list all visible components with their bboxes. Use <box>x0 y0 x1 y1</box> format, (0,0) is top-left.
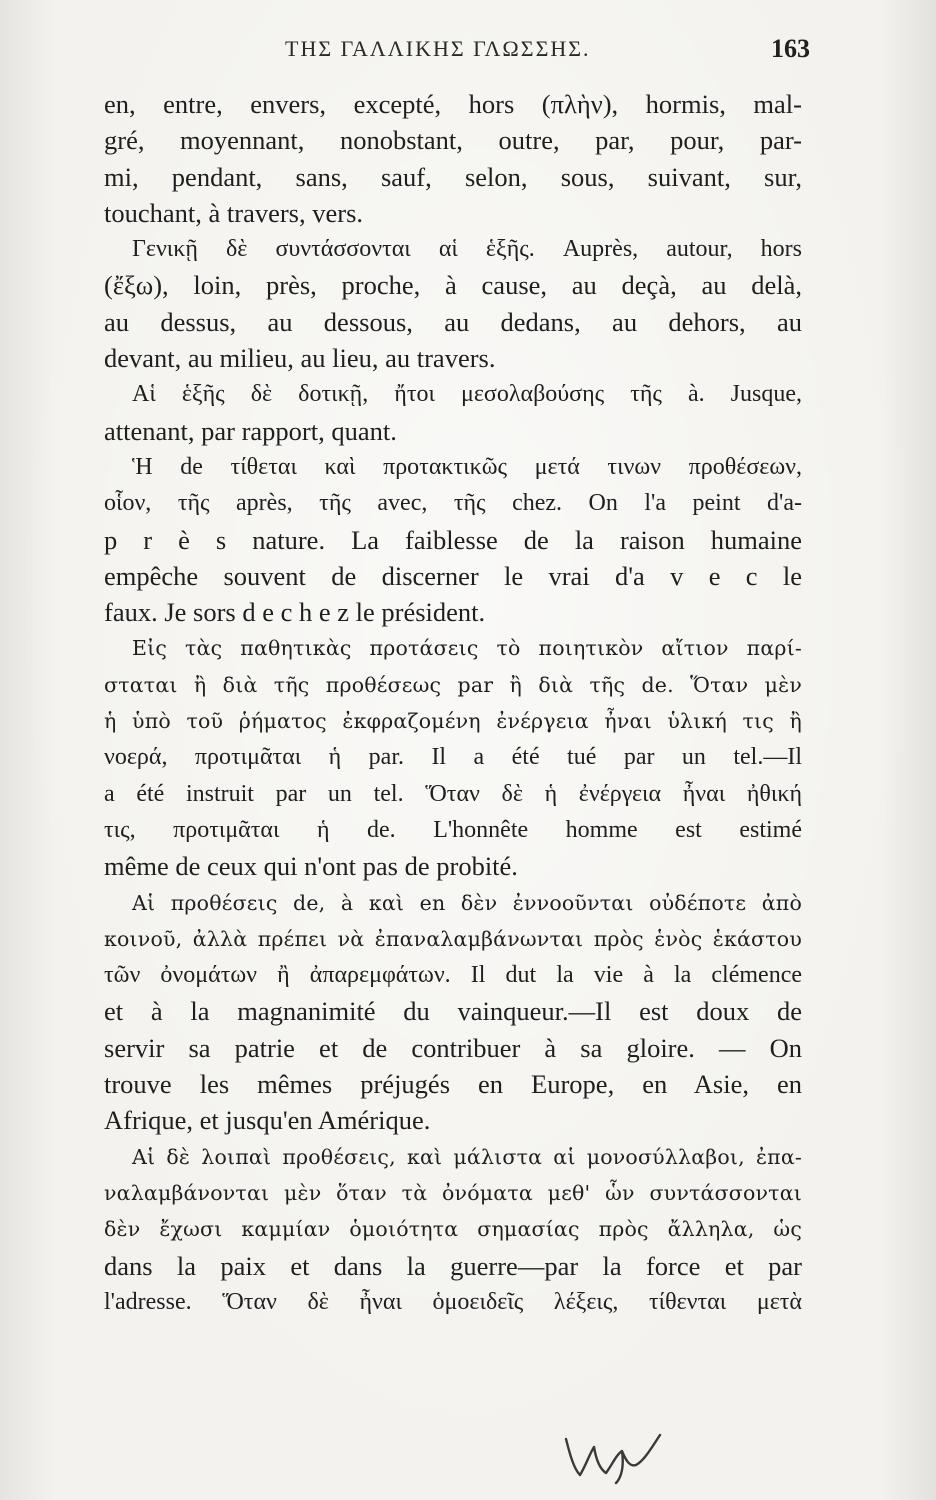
text-line: empêche souvent de discerner le vrai d'a v e c le <box>104 560 802 591</box>
text-line: νοερά, προτιμᾶται ἡ par. Il a été tué par un tel.—Il <box>104 744 802 771</box>
text-line: p r è s nature. La faiblesse de la raison humaine <box>104 524 802 555</box>
text-line: Ἡ de τίθεται καὶ προτακτικῶς μετά τινων προθέσεων, <box>132 453 802 480</box>
text-line: Αἱ προθέσεις de, à καὶ en δὲν ἐννοοῦνται οὐδέποτε ἀπὸ <box>132 890 802 915</box>
text-line: trouve les mêmes préjugés en Europe, en Asie, en <box>104 1069 802 1100</box>
text-line: touchant, à travers, vers. <box>104 197 364 228</box>
handwritten-mark <box>560 1425 680 1485</box>
text-line: en, entre, envers, excepté, hors (πλὴν), hormis, mal- <box>104 89 802 119</box>
text-line: (ἔξω), loin, près, proche, à cause, au deçà, au delà, <box>104 270 802 301</box>
page-header <box>100 34 810 74</box>
text-line: οἷον, τῆς après, τῆς avec, τῆς chez. On l'a peint d'a- <box>104 490 802 517</box>
running-head: ΤΗΣ ΓΑΛΛΙΚΗΣ ΓΛΩΣΣΗΣ. <box>285 36 591 61</box>
text-line: ἡ ὑπὸ τοῦ ῥήματος ἐκφραζομένη ἐνέργεια ἦναι ὑλική τις ἢ <box>104 709 802 734</box>
text-line: dans la paix et dans la guerre—par la force et par <box>104 1250 802 1281</box>
text-line: faux. Je sors d e c h e z le président. <box>104 597 486 628</box>
text-line: l'adresse. Ὅταν δὲ ἦναι ὁμοειδεῖς λέξεις, τίθενται μετὰ <box>104 1288 802 1315</box>
text-line: τῶν ὀνομάτων ἢ ἀπαρεμφάτων. Il dut la vie à la clémence <box>104 962 802 989</box>
text-line: même de ceux qui n'ont pas de probité. <box>104 851 518 882</box>
text-line: Αἱ δὲ λοιπαὶ προθέσεις, καὶ μάλιστα αἱ μονοσύλλαβοι, ἐπα- <box>132 1144 802 1169</box>
text-line: a été instruit par un tel. Ὅταν δὲ ἡ ἐνέργεια ἦναι ἠθική <box>104 780 802 807</box>
text-line: au dessus, au dessous, au dedans, au dehors, au <box>104 306 802 337</box>
text-line: Afrique, et jusqu'en Amérique. <box>104 1105 431 1136</box>
text-line: ναλαμβάνονται μὲν ὅταν τὰ ὀνόματα μεθ' ὧν συντάσσονται <box>104 1180 802 1205</box>
text-line: τις, προτιμᾶται ἡ de. L'honnête homme est estimé <box>104 816 802 843</box>
text-line: δὲν ἔχωσι καμμίαν ὁμοιότητα σημασίας πρὸς ἄλληλα, ὡς <box>104 1217 802 1242</box>
text-line: σταται ἢ διὰ τῆς προθέσεως par ἢ διὰ τῆς de. Ὅταν μὲν <box>104 672 802 697</box>
text-line: Γενικῇ δὲ συντάσσονται αἱ ἑξῆς. Auprès, autour, hors <box>132 236 802 263</box>
text-line: Εἰς τὰς παθητικὰς προτάσεις τὸ ποιητικὸν αἴτιον παρί- <box>132 636 802 661</box>
body-text <box>104 86 802 1320</box>
text-line: et à la magnanimité du vainqueur.—Il est doux de <box>104 996 802 1027</box>
text-line: attenant, par rapport, quant. <box>104 415 397 446</box>
page-number: 163 <box>771 34 810 63</box>
text-line: κοινοῦ, ἀλλὰ πρέπει νὰ ἐπαναλαμβάνωνται πρὸς ἑνὸς ἑκάστου <box>104 926 802 951</box>
text-line: gré, moyennant, nonobstant, outre, par, pour, par- <box>104 125 802 156</box>
text-line: devant, au milieu, au lieu, au travers. <box>104 343 496 374</box>
text-line: Αἱ ἑξῆς δὲ δοτικῇ, ἤτοι μεσολαβούσης τῆς à. Jusque, <box>132 381 802 408</box>
text-line: mi, pendant, sans, sauf, selon, sous, suivant, sur, <box>104 161 802 192</box>
text-line: servir sa patrie et de contribuer à sa gloire. — On <box>104 1032 802 1063</box>
